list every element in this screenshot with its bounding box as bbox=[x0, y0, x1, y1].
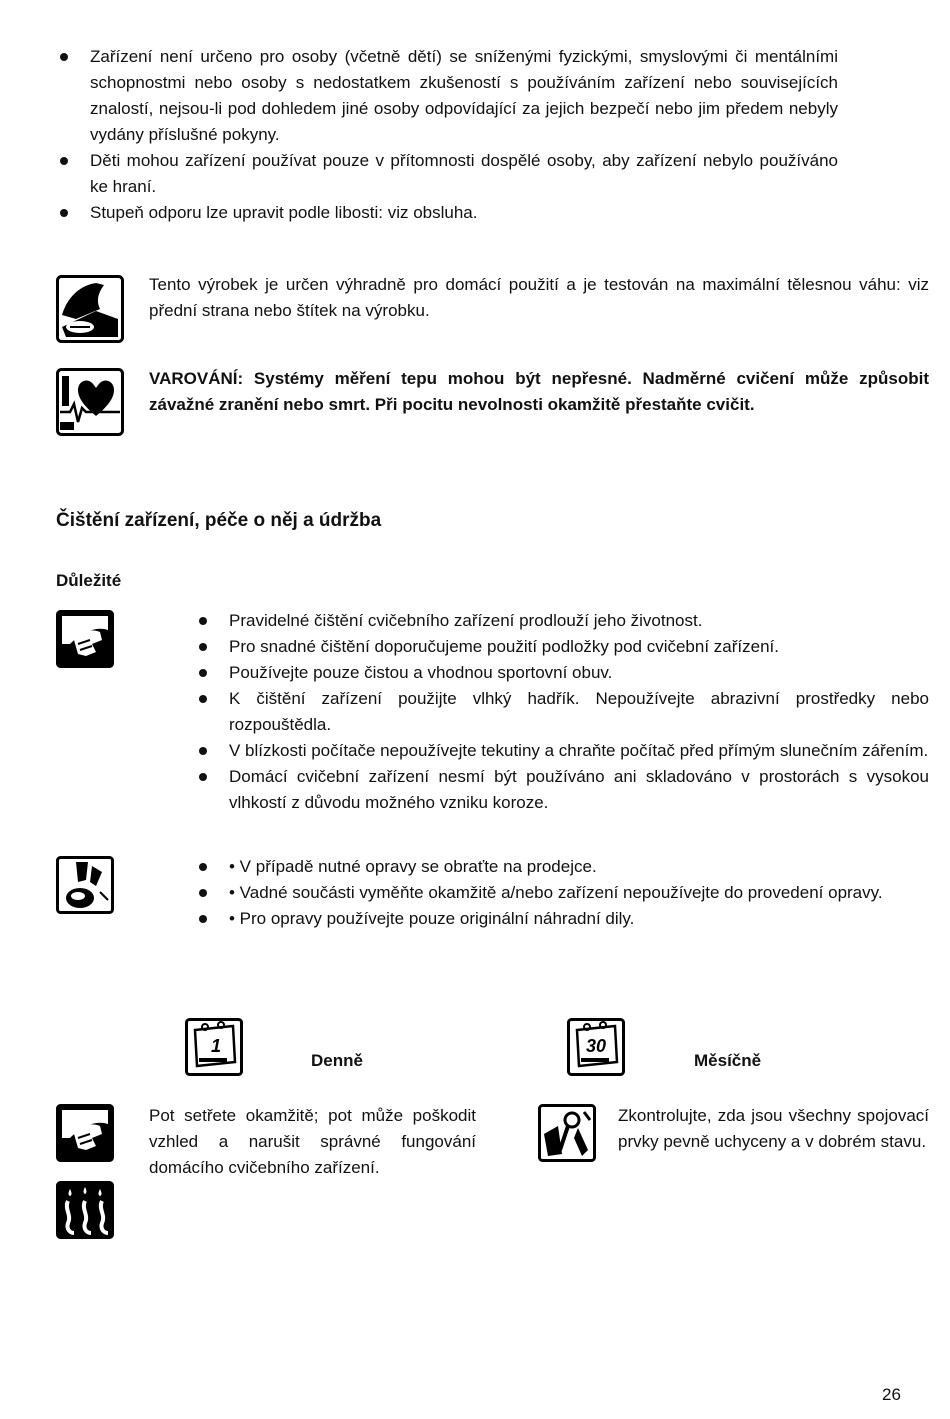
list-item: • V případě nutné opravy se obraťte na prodejce. bbox=[195, 854, 929, 880]
wipe-sweat-icon bbox=[56, 1104, 114, 1162]
warning-text: VAROVÁNÍ: Systémy měření tepu mohou být nepřesné. Nadměrné cvičení může způsobit závažné zranění nebo smrt. Při pocitu nevolnosti okamžitě přestaňte cvičit. bbox=[149, 369, 929, 414]
cleaning-bullet-list bbox=[195, 608, 929, 816]
calendar-daily-number: 1 bbox=[211, 1036, 222, 1056]
list-item: • Pro opravy používejte pouze originální náhradní dily. bbox=[195, 906, 929, 932]
sweat-drops-icon bbox=[56, 1181, 114, 1239]
calendar-monthly-icon bbox=[567, 1018, 625, 1076]
calendar-daily-icon bbox=[185, 1018, 243, 1076]
intro-bullet-list bbox=[56, 44, 838, 226]
list-item: Domácí cvičební zařízení nesmí být používáno ani skladováno v prostorách s vysokou vlhkostí z důvodu možného vzniku koroze. bbox=[195, 764, 929, 816]
cleaning-cloth-icon bbox=[56, 610, 114, 668]
daily-label: Denně bbox=[311, 1051, 363, 1070]
list-item: V blízkosti počítače nepoužívejte tekutiny a chraňte počítač před přímým slunečním zářením. bbox=[195, 738, 929, 764]
calendar-monthly-number: 30 bbox=[586, 1036, 607, 1056]
section-title: Čištění zařízení, péče o něj a údržba bbox=[56, 510, 382, 531]
monthly-label: Měsíčně bbox=[694, 1051, 762, 1070]
heart-rate-warning-icon bbox=[56, 368, 124, 436]
list-item: K čištění zařízení použijte vlhký hadřík. Nepoužívejte abrazivní prostředky nebo rozpouštědla. bbox=[195, 686, 929, 738]
list-item: • Vadné součásti vyměňte okamžitě a/nebo zařízení nepoužívejte do provedení opravy. bbox=[195, 880, 929, 906]
page-number: 26 bbox=[882, 1385, 901, 1404]
list-item: Zařízení není určeno pro osoby (včetně dětí) se sníženými fyzickými, smyslovými či mentálními schopnostmi nebo osoby s nedostatkem zkušeností s používáním zařízení nebo souvisejících znalostí, nejsou-li pod dohledem jiné osoby odpovídající za jejich bezpečí nebo jim předem nebyly vydány příslušné pokyny. bbox=[56, 44, 838, 148]
home-use-scale-icon bbox=[56, 275, 124, 343]
monthly-text: Zkontrolujte, zda jsou všechny spojovací prvky pevně uchyceny a v dobrém stavu. bbox=[618, 1106, 929, 1151]
list-item: Děti mohou zařízení používat pouze v přítomnosti dospělé osoby, aby zařízení nebylo používáno ke hraní. bbox=[56, 148, 838, 200]
repair-tool-icon bbox=[56, 856, 114, 914]
important-heading: Důležité bbox=[56, 571, 122, 590]
list-item: Stupeň odporu lze upravit podle libosti: viz obsluha. bbox=[56, 200, 838, 226]
home-use-text: Tento výrobek je určen výhradně pro domácí použití a je testován na maximální tělesnou váhu: viz přední strana nebo štítek na výrobku. bbox=[149, 275, 929, 320]
list-item: Pro snadné čištění doporučujeme použití podložky pod cvičební zařízení. bbox=[195, 634, 929, 660]
daily-text: Pot setřete okamžitě; pot může poškodit vzhled a narušit správné fungování domácího cvičebního zařízení. bbox=[149, 1106, 476, 1177]
list-item: Používejte pouze čistou a vhodnou sportovní obuv. bbox=[195, 660, 929, 686]
repair-bullet-list bbox=[195, 854, 929, 932]
list-item: Pravidelné čištění cvičebního zařízení prodlouží jeho životnost. bbox=[195, 608, 929, 634]
fastener-check-icon bbox=[538, 1104, 596, 1162]
